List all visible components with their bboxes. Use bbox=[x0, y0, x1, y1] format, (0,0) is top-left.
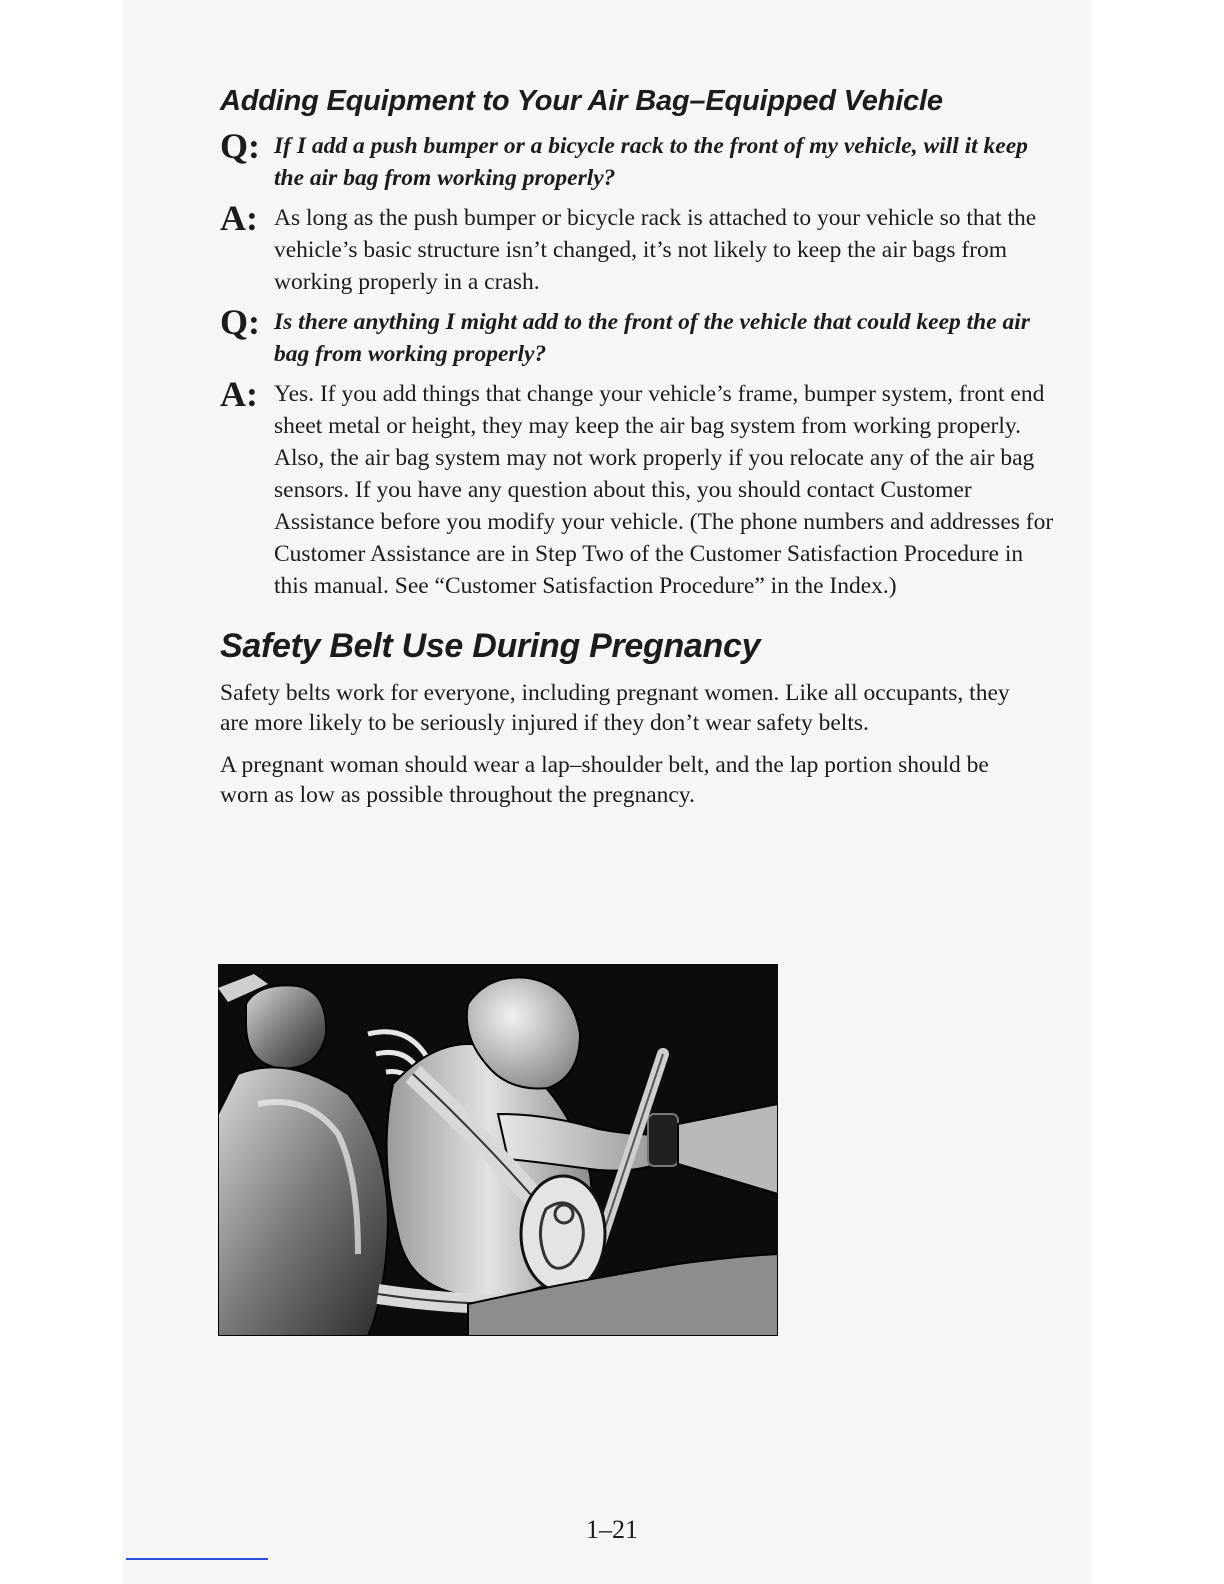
question-text: Is there anything I might add to the front of the vehicle that could keep the air bag from working properly? bbox=[274, 309, 1030, 367]
qa-label: A: bbox=[220, 198, 258, 238]
qa-label: Q: bbox=[220, 302, 260, 342]
answer-text: As long as the push bumper or bicycle rack is attached to your vehicle so that the vehicle’s basic structure isn’t changed, it’s not likely to keep the air bags from working properly in a crash. bbox=[274, 205, 1037, 295]
qa-label: A: bbox=[220, 374, 258, 414]
qa-item-1 bbox=[220, 126, 1060, 194]
qa-label: Q: bbox=[220, 126, 260, 166]
section-title-pregnancy: Safety Belt Use During Pregnancy bbox=[220, 627, 761, 665]
section-title-adding-equipment: Adding Equipment to Your Air Bag–Equipped Vehicle bbox=[220, 85, 943, 117]
page-number: 1–21 bbox=[586, 1515, 638, 1544]
answer-text: Yes. If you add things that change your vehicle’s frame, bumper system, front end sheet metal or height, they may keep the air bag system from working properly. Also, the air bag system may not work properly if you relocate any of the air bag sensors. If you have any question about this, you should contact Customer Assistance before you modify your vehicle. (The phone numbers and addresses for Customer Assistance are in Step Two of the Customer Satisfaction Procedure in this manual. See “Customer Satisfaction Procedure” in the Index.) bbox=[274, 381, 1054, 599]
qa-item-4 bbox=[220, 374, 1060, 602]
page-content bbox=[220, 82, 1060, 822]
bottom-link-underline bbox=[126, 1558, 268, 1560]
paragraph-1: Safety belts work for everyone, including pregnant women. Like all occupants, they are more likely to be seriously injured if they don’t wear safety belts. bbox=[220, 680, 1010, 736]
qa-item-2 bbox=[220, 198, 1060, 298]
pregnant-woman-seatbelt-illustration bbox=[218, 964, 778, 1336]
question-text: If I add a push bumper or a bicycle rack to the front of my vehicle, will it keep the air bag from working properly? bbox=[274, 133, 1028, 191]
paragraph-2: A pregnant woman should wear a lap–shoulder belt, and the lap portion should be worn as low as possible throughout the pregnancy. bbox=[220, 752, 989, 808]
qa-item-3 bbox=[220, 302, 1060, 370]
illustration-drawing bbox=[218, 964, 778, 1336]
